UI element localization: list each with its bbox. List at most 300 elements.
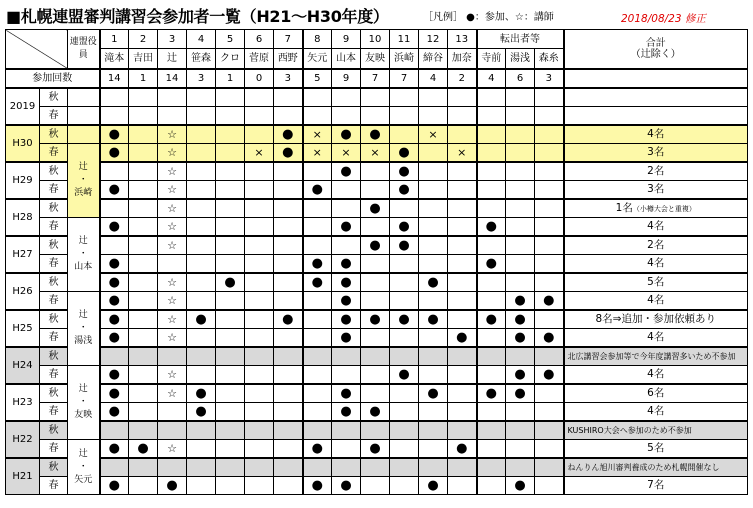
attendance-mark: ×: [361, 144, 390, 163]
attendance-mark: ●: [390, 218, 419, 237]
attendance-mark: [187, 162, 216, 181]
attendance-mark: [303, 347, 332, 366]
attendance-mark: ●: [303, 181, 332, 200]
member-number: 1: [100, 30, 129, 49]
attendance-mark: [274, 347, 303, 366]
attendance-mark: [390, 347, 419, 366]
attendance-mark: [274, 292, 303, 311]
attendance-mark: [158, 107, 187, 126]
attendance-mark: [419, 162, 448, 181]
officer-name: 矢元: [74, 474, 93, 485]
total-value: 4名: [647, 128, 665, 140]
attendance-mark: [187, 181, 216, 200]
officer-header: 連盟役員: [68, 30, 100, 70]
attendance-mark: [158, 255, 187, 274]
attendance-mark: [216, 458, 245, 477]
attendance-mark: [361, 218, 390, 237]
season-row: [6, 403, 748, 422]
attendance-mark: [158, 403, 187, 422]
officer-name: 湯浅: [74, 336, 93, 346]
attendance-mark: [361, 273, 390, 292]
attendance-mark: [390, 440, 419, 459]
attendance-mark: [274, 218, 303, 237]
member-count: 3: [535, 69, 564, 88]
season-row: [6, 292, 748, 311]
attendance-mark: [361, 181, 390, 200]
member-number: 7: [274, 30, 303, 49]
attendance-mark: ☆: [158, 366, 187, 385]
attendance-mark: ●: [390, 366, 419, 385]
attendance-mark: [129, 144, 158, 163]
attendance-mark: ×: [245, 144, 274, 163]
attendance-mark: [535, 458, 564, 477]
attendance-mark: ●: [158, 477, 187, 495]
season-label: 秋: [40, 310, 68, 329]
attendance-mark: [216, 366, 245, 385]
attendance-mark: [274, 162, 303, 181]
count-row: [6, 69, 748, 88]
attendance-mark: [216, 181, 245, 200]
attendance-mark: [419, 421, 448, 440]
attendance-mark: [274, 403, 303, 422]
attendance-mark: [216, 403, 245, 422]
attendance-mark: [361, 292, 390, 311]
attendance-mark: [361, 347, 390, 366]
officers-cell: [68, 144, 100, 218]
attendance-mark: [477, 125, 506, 144]
total-cell: [564, 366, 748, 385]
attendance-mark: [100, 236, 129, 255]
attendance-mark: [332, 440, 361, 459]
attendance-mark: [245, 125, 274, 144]
attendance-mark: [187, 421, 216, 440]
member-name: 菅原: [245, 49, 274, 70]
attendance-mark: ●: [448, 440, 477, 459]
attendance-mark: [129, 366, 158, 385]
member-number: 3: [158, 30, 187, 49]
attendance-mark: [129, 403, 158, 422]
attendance-mark: [245, 88, 274, 107]
attendance-mark: [216, 329, 245, 348]
attendance-mark: [100, 458, 129, 477]
attendance-mark: [187, 347, 216, 366]
total-value: 6名: [647, 387, 665, 399]
attendance-mark: [216, 421, 245, 440]
season-label: 秋: [40, 347, 68, 366]
attendance-mark: [448, 310, 477, 329]
attendance-mark: ●: [100, 218, 129, 237]
attendance-mark: ●: [129, 440, 158, 459]
member-count: 6: [506, 69, 535, 88]
attendance-mark: ●: [100, 403, 129, 422]
attendance-mark: [274, 236, 303, 255]
attendance-mark: [419, 199, 448, 218]
attendance-mark: ☆: [158, 440, 187, 459]
attendance-mark: [216, 477, 245, 495]
attendance-mark: [129, 273, 158, 292]
attendance-mark: ●: [303, 255, 332, 274]
attendance-mark: ☆: [158, 199, 187, 218]
attendance-mark: [274, 458, 303, 477]
attendance-mark: [303, 421, 332, 440]
total-value: 5名: [647, 442, 665, 454]
season-label: 春: [40, 107, 68, 126]
attendance-mark: [332, 199, 361, 218]
attendance-mark: [274, 273, 303, 292]
attendance-mark: ●: [535, 329, 564, 348]
attendance-mark: ●: [332, 292, 361, 311]
attendance-mark: [187, 329, 216, 348]
attendance-mark: [535, 125, 564, 144]
attendance-mark: [129, 477, 158, 495]
season-label: 秋: [40, 162, 68, 181]
attendance-mark: [506, 162, 535, 181]
officer-name: 友映: [74, 410, 93, 420]
attendance-mark: [390, 199, 419, 218]
attendance-mark: ●: [332, 329, 361, 348]
attendance-mark: [245, 440, 274, 459]
attendance-mark: [245, 255, 274, 274]
attendance-mark: [129, 329, 158, 348]
attendance-mark: [303, 199, 332, 218]
attendance-mark: [332, 88, 361, 107]
total-header-sub: （辻除く）: [630, 49, 681, 60]
attendance-mark: [390, 329, 419, 348]
attendance-mark: [506, 347, 535, 366]
total-header-label: 合計: [645, 38, 666, 49]
attendance-mark: ●: [361, 440, 390, 459]
attendance-mark: [477, 366, 506, 385]
attendance-mark: ☆: [158, 144, 187, 163]
officer-name: 辻: [78, 162, 88, 172]
attendance-mark: [477, 88, 506, 107]
season-label: 春: [40, 440, 68, 459]
attendance-mark: [477, 347, 506, 366]
season-label: 春: [40, 218, 68, 237]
total-cell: [564, 199, 748, 218]
attendance-mark: ●: [361, 403, 390, 422]
attendance-mark: [390, 403, 419, 422]
attendance-mark: [448, 218, 477, 237]
attendance-mark: [390, 107, 419, 126]
member-name: 加奈: [448, 49, 477, 70]
attendance-mark: ●: [332, 125, 361, 144]
member-count: 1: [216, 69, 245, 88]
season-row: [6, 181, 748, 200]
total-value: 5名: [647, 276, 665, 288]
season-row: [6, 107, 748, 126]
attendance-mark: ☆: [158, 273, 187, 292]
season-row: [6, 199, 748, 218]
attendance-mark: [274, 477, 303, 495]
attendance-mark: [535, 421, 564, 440]
attendance-mark: [390, 88, 419, 107]
attendance-mark: [535, 88, 564, 107]
attendance-mark: [477, 181, 506, 200]
attendance-mark: [448, 384, 477, 403]
total-value: 4名: [647, 257, 665, 269]
season-row: [6, 144, 748, 163]
attendance-mark: [245, 292, 274, 311]
attendance-mark: [245, 218, 274, 237]
attendance-mark: [245, 458, 274, 477]
attendance-mark: [187, 125, 216, 144]
attendance-mark: [216, 255, 245, 274]
attendance-mark: [448, 403, 477, 422]
attendance-mark: [129, 292, 158, 311]
attendance-mark: [274, 329, 303, 348]
total-header: [564, 30, 748, 70]
attendance-mark: ●: [100, 440, 129, 459]
attendance-mark: [419, 218, 448, 237]
attendance-mark: [129, 347, 158, 366]
attendance-mark: [303, 329, 332, 348]
attendance-mark: [419, 88, 448, 107]
attendance-mark: [158, 347, 187, 366]
total-cell: [564, 310, 748, 329]
attendance-mark: [187, 366, 216, 385]
attendance-mark: [129, 88, 158, 107]
attendance-mark: [332, 107, 361, 126]
attendance-mark: [361, 458, 390, 477]
attendance-mark: [216, 440, 245, 459]
attendance-mark: ●: [100, 366, 129, 385]
attendance-mark: [477, 292, 506, 311]
attendance-mark: [477, 421, 506, 440]
season-row: [6, 125, 748, 144]
season-row: [6, 236, 748, 255]
season-label: 秋: [40, 421, 68, 440]
officer-name: ・: [78, 461, 88, 472]
attendance-mark: [187, 477, 216, 495]
attendance-mark: ☆: [158, 218, 187, 237]
attendance-mark: ●: [274, 144, 303, 163]
attendance-mark: [448, 421, 477, 440]
attendance-mark: [448, 181, 477, 200]
attendance-mark: [477, 199, 506, 218]
season-row: [6, 218, 748, 237]
officer-name: ・: [78, 249, 88, 259]
attendance-mark: [303, 236, 332, 255]
attendance-mark: [187, 255, 216, 274]
member-number: 13: [448, 30, 477, 49]
attendance-mark: [100, 162, 129, 181]
total-cell: [564, 181, 748, 200]
attendance-mark: ●: [506, 329, 535, 348]
legend: ［凡例］ ●：参加、☆：講師: [423, 12, 554, 23]
member-number: 6: [245, 30, 274, 49]
season-row: [6, 458, 748, 477]
attendance-mark: [274, 255, 303, 274]
attendance-mark: [129, 125, 158, 144]
attendance-mark: [245, 477, 274, 495]
total-cell: [564, 144, 748, 163]
attendance-mark: [477, 236, 506, 255]
attendance-mark: [390, 273, 419, 292]
attendance-mark: [506, 107, 535, 126]
officer-name: 山本: [74, 262, 93, 272]
total-value: 7名: [647, 479, 665, 491]
attendance-mark: [535, 440, 564, 459]
attendance-mark: [361, 421, 390, 440]
officer-name: ・: [78, 397, 88, 407]
attendance-mark: ×: [303, 125, 332, 144]
attendance-mark: [245, 366, 274, 385]
attendance-mark: [448, 236, 477, 255]
attendance-mark: [332, 366, 361, 385]
total-cell: [564, 88, 748, 107]
attendance-mark: [506, 88, 535, 107]
season-label: 春: [40, 144, 68, 163]
attendance-mark: ●: [100, 181, 129, 200]
attendance-mark: [129, 218, 158, 237]
member-number: 10: [361, 30, 390, 49]
attendance-mark: [419, 292, 448, 311]
attendance-mark: [477, 458, 506, 477]
officers-cell-empty: [68, 107, 100, 126]
attendance-mark: [216, 162, 245, 181]
total-cell: [564, 477, 748, 495]
attendance-mark: [129, 199, 158, 218]
attendance-mark: [274, 107, 303, 126]
attendance-mark: ●: [216, 273, 245, 292]
attendance-mark: ☆: [158, 162, 187, 181]
remark-cell: KUSHIRO大会へ参加のため不参加: [564, 421, 748, 440]
season-row: [6, 366, 748, 385]
officer-name: ・: [78, 175, 88, 185]
year-label: H30: [6, 125, 40, 162]
attendance-mark: [187, 273, 216, 292]
attendance-mark: [245, 236, 274, 255]
attendance-mark: ●: [361, 236, 390, 255]
attendance-mark: [187, 107, 216, 126]
attendance-mark: [303, 366, 332, 385]
attendance-mark: [332, 458, 361, 477]
season-row: [6, 384, 748, 403]
season-label: 秋: [40, 273, 68, 292]
officers-cell: [68, 440, 100, 495]
attendance-mark: [216, 218, 245, 237]
total-value: 4名: [647, 220, 665, 232]
attendance-mark: [245, 181, 274, 200]
attendance-mark: ●: [100, 255, 129, 274]
officer-name: 辻: [78, 310, 88, 320]
attendance-mark: [216, 310, 245, 329]
attendance-mark: [216, 292, 245, 311]
officers-cell: [68, 292, 100, 366]
attendance-mark: [506, 199, 535, 218]
attendance-mark: ●: [303, 477, 332, 495]
attendance-mark: [535, 181, 564, 200]
attendance-mark: ●: [187, 384, 216, 403]
attendance-mark: [187, 88, 216, 107]
officer-name: 辻: [78, 448, 88, 459]
attendance-mark: [245, 310, 274, 329]
attendance-mark: ●: [100, 329, 129, 348]
attendance-mark: ●: [390, 181, 419, 200]
attendance-mark: [477, 162, 506, 181]
attendance-mark: [390, 477, 419, 495]
attendance-mark: [187, 458, 216, 477]
attendance-mark: [361, 162, 390, 181]
total-value: 4名: [647, 331, 665, 343]
attendance-mark: [129, 384, 158, 403]
attendance-mark: [100, 199, 129, 218]
year-label: H25: [6, 310, 40, 347]
attendance-mark: [274, 384, 303, 403]
total-cell: [564, 273, 748, 292]
attendance-mark: [361, 255, 390, 274]
attendance-mark: [216, 347, 245, 366]
total-cell: [564, 236, 748, 255]
member-name: 湯浅: [506, 49, 535, 70]
season-label: 秋: [40, 125, 68, 144]
attendance-mark: [535, 144, 564, 163]
officers-cell-empty: [68, 88, 100, 107]
attendance-mark: [332, 347, 361, 366]
attendance-mark: [419, 403, 448, 422]
attendance-mark: ●: [332, 162, 361, 181]
attendance-mark: ●: [506, 477, 535, 495]
attendance-mark: [245, 403, 274, 422]
attendance-mark: [274, 366, 303, 385]
season-label: 春: [40, 366, 68, 385]
attendance-mark: [129, 181, 158, 200]
total-value: 3名: [647, 146, 665, 158]
attendance-mark: [535, 384, 564, 403]
attendance-mark: ●: [332, 255, 361, 274]
total-value: 4名: [647, 294, 665, 306]
member-count: 14: [158, 69, 187, 88]
attendance-mark: [216, 88, 245, 107]
total-cell: [564, 162, 748, 181]
officers-cell-empty: [68, 125, 100, 144]
member-count: 5: [303, 69, 332, 88]
attendance-mark: [419, 236, 448, 255]
attendance-mark: ●: [361, 310, 390, 329]
total-value: 3名: [647, 183, 665, 195]
attendance-mark: [245, 162, 274, 181]
attendance-mark: ☆: [158, 329, 187, 348]
attendance-mark: [506, 144, 535, 163]
season-label: 秋: [40, 384, 68, 403]
attendance-mark: [303, 292, 332, 311]
member-count: 3: [274, 69, 303, 88]
season-label: 春: [40, 181, 68, 200]
attendance-mark: [216, 144, 245, 163]
member-count: 0: [245, 69, 274, 88]
attendance-mark: [448, 107, 477, 126]
attendance-mark: [187, 144, 216, 163]
attendance-mark: [535, 403, 564, 422]
attendance-mark: ☆: [158, 292, 187, 311]
attendance-mark: ●: [419, 273, 448, 292]
season-row: [6, 421, 748, 440]
member-name: 締谷: [419, 49, 448, 70]
attendance-mark: ●: [100, 477, 129, 495]
attendance-mark: ●: [390, 144, 419, 163]
attendance-mark: [535, 273, 564, 292]
attendance-mark: ●: [477, 310, 506, 329]
attendance-mark: ●: [390, 310, 419, 329]
attendance-mark: [245, 421, 274, 440]
corner-cell: [6, 30, 68, 70]
attendance-mark: [303, 403, 332, 422]
attendance-mark: [187, 218, 216, 237]
member-number: 5: [216, 30, 245, 49]
total-value: 4名: [647, 405, 665, 417]
year-label: H24: [6, 347, 40, 384]
